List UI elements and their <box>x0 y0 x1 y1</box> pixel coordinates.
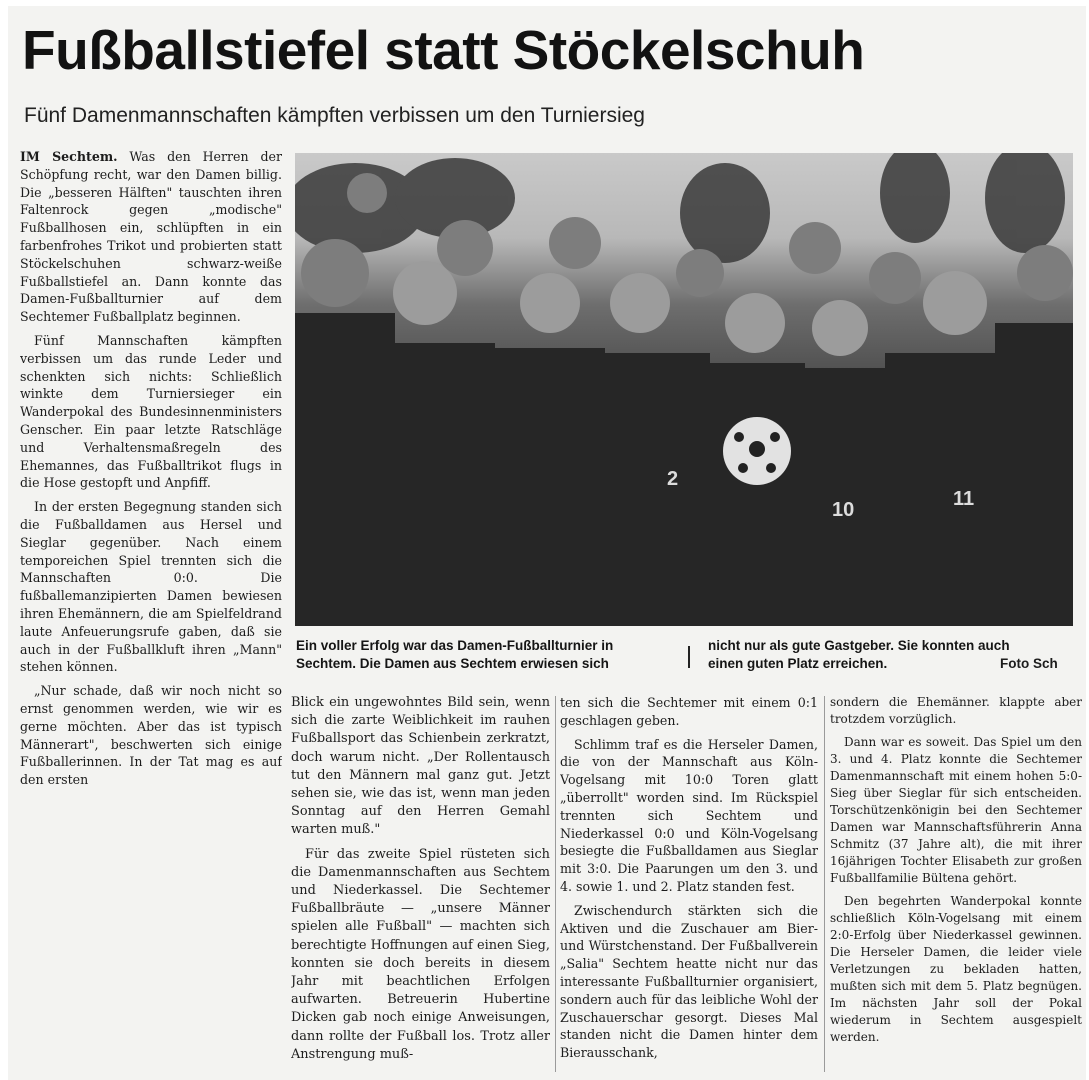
article-column-2 <box>291 694 550 1076</box>
headline: Fußballstiefel statt Stöckelschuh <box>22 19 865 81</box>
team-photo <box>295 153 1073 626</box>
caption-divider <box>688 646 690 668</box>
article-column-3 <box>560 694 818 1076</box>
col1-paragraph-4: „Nur schade, daß wir noch nicht so ernst genommen werden, wie wir es gerne möchten. Aber das ist typisch Männerart", beschwerten sich einige Fußballerinnen. In der Tat mag es auf den ersten <box>20 683 282 788</box>
col1-paragraph-2: Fünf Mannschaften kämpften verbissen um das runde Leder und schenkten sich nichts: Schließlich winkte dem Turniersieger ein Wanderpokal des Bundesinnenministers Genscher. Ein paar letzte Ratschläge und Verhaltensmaßregeln des Ehemannes, das Fußballtrikot flugs in die Hose gestopft und Anpfiff. <box>20 332 282 491</box>
col3-paragraph-3: Zwischendurch stärkten sich die Aktiven und die Zuschauer am Bier- und Würstchenstand. Der Fußballverein „Salia" Sechtem heatte nicht nur das interessante Fußballturnier organisiert, sondern auch für das leibliche Wohl der Zuschauerschar gesorgt. Dieses Mal standen nicht die Damen hinter dem Bierausschank, <box>560 902 818 1061</box>
photo-caption-right: nicht nur als gute Gastgeber. Sie konnten auch einen guten Platz erreichen. <box>708 638 1010 671</box>
photo-credit: Foto Sch <box>1000 656 1058 671</box>
column-rule <box>555 696 556 1072</box>
col4-paragraph-3: Den begehrten Wanderpokal konnte schließlich Köln-Vogelsang mit einem 2:0-Erfolg über Niederkassel gewinnen. Die Herseler Damen, die leider viele Verletzungen zu bekladen hatten, mußten sich mit dem 5. Platz begnügen. Im nächsten Jahr soll der Pokal wiederum in Sechtem ausgespielt werden. <box>830 894 1082 1044</box>
team-photo-illustration <box>295 153 1073 626</box>
col1-paragraph-1: IM Sechtem. Was den Herren der Schöpfung recht, war den Damen billig. Die „besseren Hälften" tauschten ihren Faltenrock gegen „modische" Fußballhosen ein, schlüpften in ein farbenfrohes Trikot und probierten statt Stöckelschuhen schwarz-weiße Fußballstiefel an. Dann konnte das Damen-Fußballturnier auf dem Sechtemer Fußballplatz beginnen. <box>20 149 282 325</box>
dateline: IM Sechtem. <box>20 149 118 164</box>
article-column-4 <box>830 694 1082 1076</box>
jersey-number-10: 10 <box>832 499 855 521</box>
col4-paragraph-1: sondern die Ehemänner. klappte aber trotzdem vorzüglich. <box>830 695 1082 726</box>
col2-paragraph-2: Für das zweite Spiel rüsteten sich die Damenmannschaften aus Sechtem und Niederkassel. Die Sechtemer Fußballbräute — „unsere Männer spielen alle Fußball" — machten sich berechtigte Hoffnungen auf einen Sieg, konnten sie doch bereits in diesem Jahr mit beachtlichen Erfolgen aufwarten. Betreuerin Hubertine Dicken gab noch einige Anweisungen, dann rollte der Fußball los. Trotz aller Anstrengung muß- <box>291 846 550 1062</box>
subheadline: Fünf Damenmannschaften kämpften verbissen um den Turniersieg <box>24 104 645 127</box>
jersey-number-11: 11 <box>953 488 975 510</box>
photo-caption-left: Ein voller Erfolg war das Damen-Fußballturnier in Sechtem. Die Damen aus Sechtem erwiesen sich <box>296 638 614 671</box>
col2-paragraph-1: Blick ein ungewohntes Bild sein, wenn sich die zarte Weiblichkeit im rauhen Fußballsport das Schienbein zerkratzt, doch warum nicht. „Der Rollentausch tut den Männern mal ganz gut. Jetzt sehen sie, wie das ist, wenn man jeden Sonntag auf den Herren Gemahl warten muß." <box>291 695 550 838</box>
column-rule <box>824 696 825 1072</box>
article-column-1 <box>20 148 282 820</box>
col3-paragraph-1: ten sich die Sechtemer mit einem 0:1 geschlagen geben. <box>560 695 818 728</box>
col3-paragraph-2: Schlimm traf es die Herseler Damen, die von der Mannschaft aus Köln-Vogelsang mit 10:0 Toren glatt „überrollt" worden sind. Im Rückspiel trennten sich Sechtem und Niederkassel 0:0 und Köln-Vogelsang besiegte die Fußballdamen aus Sieglar mit 3:0. Die Paarungen um den 3. und 4. sowie 1. und 2. Platz standen fest. <box>560 736 818 894</box>
col4-paragraph-2: Dann war es soweit. Das Spiel um den 3. und 4. Platz konnte die Sechtemer Damenmannschaft mit einem hohen 5:0-Sieg über Sieglar für sich entscheiden. Torschützenkönigin bei den Sechtemer Damen war Mannschaftsführerin Anna Schmitz (37 Jahre alt), die mit ihrer 16jährigen Tochter Elisabeth zur großen Fußballfamilie Bültena gehört. <box>830 735 1082 885</box>
col1-paragraph-3: In der ersten Begegnung standen sich die Fußballdamen aus Hersel und Sieglar gegenüber. Nach einem temporeichen Spiel trennten sich die Mannschaften 0:0. Die fußballemanzipierten Damen bewiesen ihren Ehemännern, die am Spielfeldrand laute Anfeuerungsrufe gaben, daß sie auch in der Fußballkluft ihren „Mann" stehen können. <box>20 499 282 675</box>
jersey-number-2: 2 <box>667 468 679 490</box>
